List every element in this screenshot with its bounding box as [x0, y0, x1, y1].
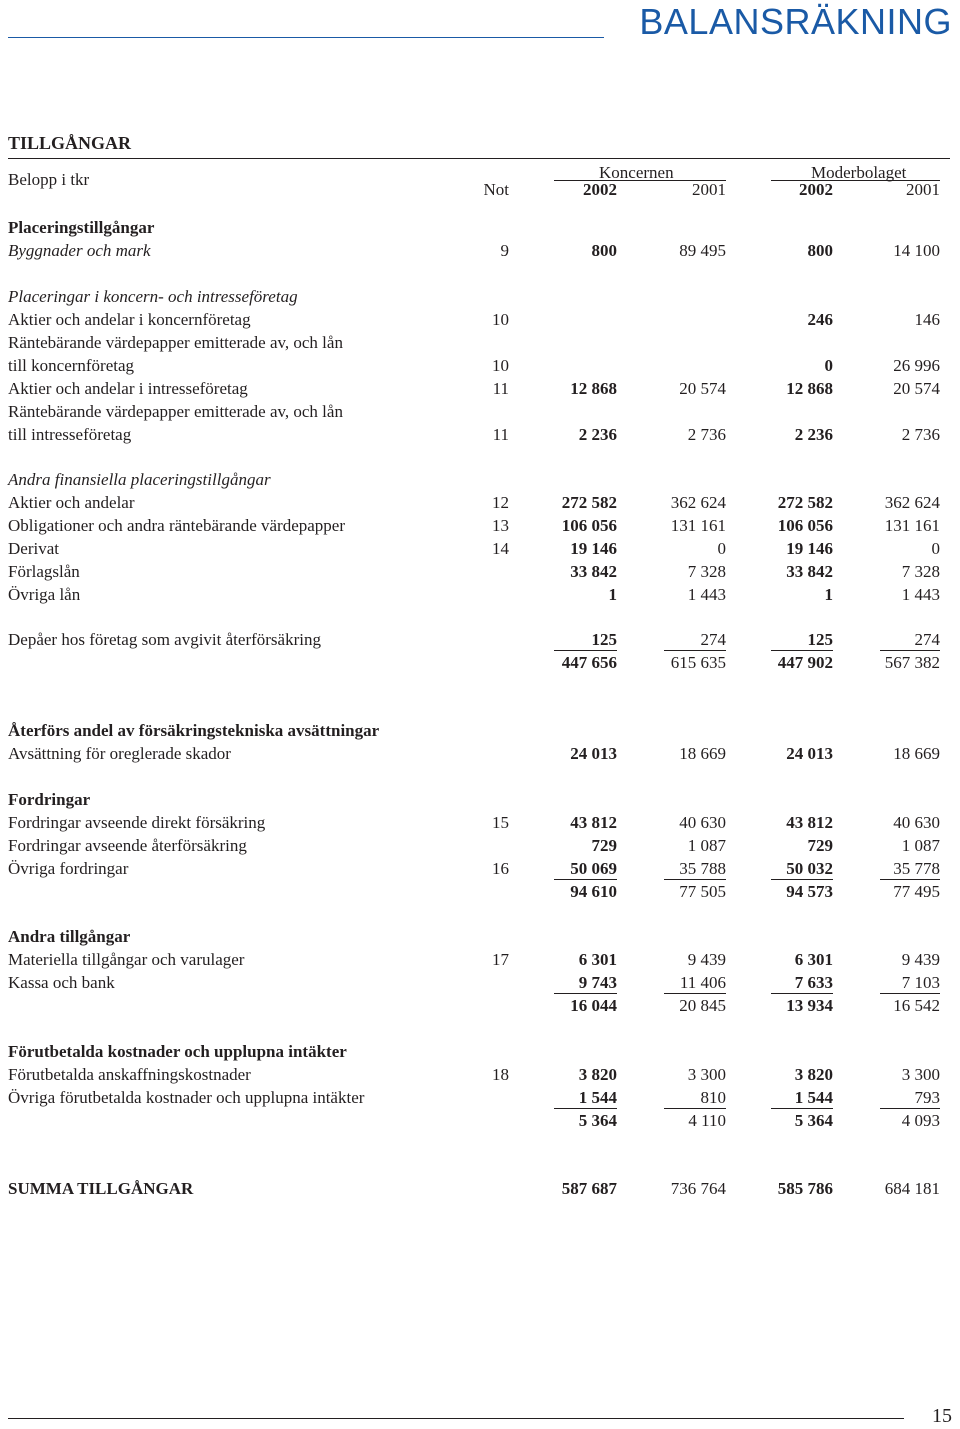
value-koncernen-2001: 362 624	[670, 493, 726, 512]
value-moderbolaget-2002: 0	[824, 356, 833, 375]
total-koncernen-2001: 736 764	[670, 1179, 726, 1198]
value-koncernen-2002: 1	[608, 585, 617, 604]
value-moderbolaget-2001: 3 300	[901, 1065, 940, 1084]
value-koncernen-2001: 9 439	[687, 950, 726, 969]
row-label: Avsättning för oreglerade skador	[8, 744, 231, 763]
sum-rule	[880, 879, 940, 880]
row-label: Förutbetalda anskaffningskostnader	[8, 1065, 251, 1084]
row-label: Övriga lån	[8, 585, 81, 604]
sum-rule	[554, 993, 617, 994]
subtotal-koncernen-2002: 5 364	[578, 1111, 617, 1130]
row-label: Kassa och bank	[8, 973, 115, 992]
value-moderbolaget-2001: 362 624	[884, 493, 940, 512]
row-label: Placeringar i koncern- och intresseföretag	[8, 287, 298, 306]
value-moderbolaget-2001: 146	[914, 310, 940, 329]
subtotal-moderbolaget-2002: 94 573	[786, 882, 833, 901]
row-label: Aktier och andelar i koncernföretag	[8, 310, 251, 329]
value-moderbolaget-2002: 125	[807, 630, 833, 649]
value-koncernen-2002: 272 582	[561, 493, 617, 512]
subtotal-koncernen-2001: 20 845	[679, 996, 726, 1015]
value-moderbolaget-2001: 40 630	[893, 813, 940, 832]
value-moderbolaget-2001: 1 087	[901, 836, 940, 855]
value-moderbolaget-2001: 274	[914, 630, 940, 649]
row-label: till koncernföretag	[8, 356, 135, 375]
total-moderbolaget-2002: 585 786	[777, 1179, 833, 1198]
note-ref: 14	[492, 539, 509, 558]
subtotal-koncernen-2002: 16 044	[570, 996, 617, 1015]
value-moderbolaget-2001: 793	[914, 1088, 940, 1107]
subtotal-koncernen-2001: 77 505	[679, 882, 726, 901]
value-koncernen-2002: 800	[591, 241, 617, 260]
row-label: Förlagslån	[8, 562, 80, 581]
value-moderbolaget-2001: 7 328	[901, 562, 940, 581]
sum-rule	[554, 1108, 617, 1109]
row-label: Andra tillgångar	[8, 927, 131, 946]
value-moderbolaget-2001: 131 161	[884, 516, 940, 535]
row-label: Förutbetalda kostnader och upplupna intäkter	[8, 1042, 347, 1061]
value-koncernen-2002: 125	[591, 630, 617, 649]
note-ref: 13	[492, 516, 509, 535]
section-title: TILLGÅNGAR	[8, 133, 132, 153]
total-moderbolaget-2001: 684 181	[884, 1179, 940, 1198]
value-moderbolaget-2002: 12 868	[786, 379, 833, 398]
row-label: Depåer hos företag som avgivit återförsäkring	[8, 630, 321, 649]
column-header-koncernen: Koncernen	[599, 163, 674, 182]
row-label: Fordringar avseende direkt försäkring	[8, 813, 266, 832]
footer-rule	[8, 1418, 904, 1419]
column-header-moderbolaget: Moderbolaget	[811, 163, 907, 182]
value-koncernen-2002: 33 842	[570, 562, 617, 581]
value-moderbolaget-2001: 14 100	[893, 241, 940, 260]
value-koncernen-2001: 89 495	[679, 241, 726, 260]
row-label: Byggnader och mark	[8, 241, 151, 260]
subtotal-moderbolaget-2001: 77 495	[893, 882, 940, 901]
note-ref: 16	[492, 859, 509, 878]
column-header-not: Not	[483, 180, 509, 199]
value-koncernen-2002: 3 820	[578, 1065, 617, 1084]
sum-rule	[554, 650, 617, 651]
page-number: 15	[932, 1405, 952, 1427]
row-label: Räntebärande värdepapper emitterade av, och lån	[8, 333, 343, 352]
note-ref: 10	[492, 310, 509, 329]
column-header-koncernen-2001: 2001	[692, 180, 726, 199]
value-koncernen-2002: 12 868	[570, 379, 617, 398]
header-rule	[8, 37, 604, 38]
value-moderbolaget-2002: 50 032	[786, 859, 833, 878]
note-ref: 15	[492, 813, 509, 832]
value-moderbolaget-2001: 35 778	[893, 859, 940, 878]
row-label: Materiella tillgångar och varulager	[8, 950, 245, 969]
subtotal-moderbolaget-2002: 13 934	[786, 996, 833, 1015]
value-moderbolaget-2002: 800	[807, 241, 833, 260]
header-rule-koncernen	[554, 180, 726, 181]
value-moderbolaget-2001: 9 439	[901, 950, 940, 969]
header-rule-moderbolaget	[771, 180, 940, 181]
value-koncernen-2002: 43 812	[570, 813, 617, 832]
value-koncernen-2001: 40 630	[679, 813, 726, 832]
value-koncernen-2001: 2 736	[687, 425, 726, 444]
value-koncernen-2001: 35 788	[679, 859, 726, 878]
value-moderbolaget-2002: 6 301	[794, 950, 833, 969]
value-moderbolaget-2002: 1 544	[794, 1088, 833, 1107]
row-label: Andra finansiella placeringstillgångar	[8, 470, 271, 489]
subtotal-koncernen-2002: 94 610	[570, 882, 617, 901]
total-label: SUMMA TILLGÅNGAR	[8, 1179, 194, 1198]
value-moderbolaget-2002: 2 236	[794, 425, 833, 444]
value-koncernen-2001: 131 161	[670, 516, 726, 535]
value-koncernen-2001: 810	[700, 1088, 726, 1107]
value-koncernen-2001: 11 406	[679, 973, 726, 992]
value-moderbolaget-2001: 18 669	[893, 744, 940, 763]
value-koncernen-2001: 20 574	[679, 379, 726, 398]
value-moderbolaget-2002: 3 820	[794, 1065, 833, 1084]
value-moderbolaget-2002: 19 146	[786, 539, 833, 558]
value-moderbolaget-2001: 26 996	[893, 356, 940, 375]
value-koncernen-2001: 3 300	[687, 1065, 726, 1084]
sum-rule	[664, 879, 726, 880]
value-koncernen-2002: 1 544	[578, 1088, 617, 1107]
value-koncernen-2002: 24 013	[570, 744, 617, 763]
subtotal-moderbolaget-2001: 4 093	[901, 1111, 940, 1130]
row-label: Övriga fordringar	[8, 859, 129, 878]
subtotal-koncernen-2001: 615 635	[670, 653, 726, 672]
value-moderbolaget-2002: 43 812	[786, 813, 833, 832]
column-header-moderbolaget-2001: 2001	[906, 180, 940, 199]
value-koncernen-2001: 18 669	[679, 744, 726, 763]
note-ref: 11	[492, 379, 509, 398]
value-koncernen-2001: 274	[700, 630, 726, 649]
value-moderbolaget-2002: 1	[824, 585, 833, 604]
note-ref: 11	[492, 425, 509, 444]
subtotal-moderbolaget-2002: 447 902	[777, 653, 833, 672]
sum-rule	[771, 993, 833, 994]
value-koncernen-2002: 19 146	[570, 539, 617, 558]
value-koncernen-2001: 7 328	[687, 562, 726, 581]
row-label: Räntebärande värdepapper emitterade av, och lån	[8, 402, 343, 421]
column-header-moderbolaget-2002: 2002	[799, 180, 833, 199]
row-label: Övriga förutbetalda kostnader och upplupna intäkter	[8, 1088, 365, 1107]
sum-rule	[664, 650, 726, 651]
subtotal-moderbolaget-2002: 5 364	[794, 1111, 833, 1130]
total-koncernen-2002: 587 687	[561, 1179, 617, 1198]
value-moderbolaget-2002: 24 013	[786, 744, 833, 763]
value-moderbolaget-2001: 0	[931, 539, 940, 558]
sum-rule	[771, 879, 833, 880]
value-moderbolaget-2002: 33 842	[786, 562, 833, 581]
value-moderbolaget-2002: 729	[807, 836, 833, 855]
value-moderbolaget-2002: 106 056	[777, 516, 833, 535]
row-label: Återförs andel av försäkringstekniska avsättningar	[8, 721, 380, 740]
value-moderbolaget-2001: 20 574	[893, 379, 940, 398]
row-label: Derivat	[8, 539, 59, 558]
value-koncernen-2002: 729	[591, 836, 617, 855]
page-title: BALANSRÄKNING	[639, 1, 952, 42]
row-label: Fordringar avseende återförsäkring	[8, 836, 247, 855]
value-moderbolaget-2001: 1 443	[901, 585, 940, 604]
note-ref: 10	[492, 356, 509, 375]
value-moderbolaget-2001: 2 736	[901, 425, 940, 444]
sum-rule	[880, 650, 940, 651]
row-label: Placeringstillgångar	[8, 218, 155, 237]
note-ref: 12	[492, 493, 509, 512]
note-ref: 18	[492, 1065, 509, 1084]
row-label: Aktier och andelar i intresseföretag	[8, 379, 248, 398]
column-header-belopp: Belopp i tkr	[8, 170, 90, 189]
row-label: Aktier och andelar	[8, 493, 135, 512]
value-koncernen-2002: 9 743	[578, 973, 617, 992]
note-ref: 17	[492, 950, 509, 969]
value-koncernen-2002: 106 056	[561, 516, 617, 535]
sum-rule	[554, 879, 617, 880]
value-koncernen-2002: 6 301	[578, 950, 617, 969]
value-moderbolaget-2002: 246	[807, 310, 833, 329]
title-divider	[8, 158, 950, 159]
sum-rule	[771, 650, 833, 651]
value-koncernen-2001: 1 087	[687, 836, 726, 855]
value-moderbolaget-2001: 7 103	[901, 973, 940, 992]
subtotal-koncernen-2002: 447 656	[561, 653, 617, 672]
column-header-koncernen-2002: 2002	[583, 180, 617, 199]
sum-rule	[880, 1108, 940, 1109]
subtotal-koncernen-2001: 4 110	[688, 1111, 726, 1130]
value-moderbolaget-2002: 272 582	[777, 493, 833, 512]
row-label: till intresseföretag	[8, 425, 132, 444]
sum-rule	[771, 1108, 833, 1109]
page-header	[0, 0, 960, 48]
sum-rule	[664, 993, 726, 994]
value-moderbolaget-2002: 7 633	[794, 973, 833, 992]
value-koncernen-2002: 2 236	[578, 425, 617, 444]
note-ref: 9	[500, 241, 509, 260]
row-label: Obligationer och andra räntebärande värdepapper	[8, 516, 345, 535]
sum-rule	[880, 993, 940, 994]
sum-rule	[664, 1108, 726, 1109]
subtotal-moderbolaget-2001: 567 382	[884, 653, 940, 672]
value-koncernen-2001: 1 443	[687, 585, 726, 604]
subtotal-moderbolaget-2001: 16 542	[893, 996, 940, 1015]
value-koncernen-2001: 0	[717, 539, 726, 558]
value-koncernen-2002: 50 069	[570, 859, 617, 878]
row-label: Fordringar	[8, 790, 91, 809]
